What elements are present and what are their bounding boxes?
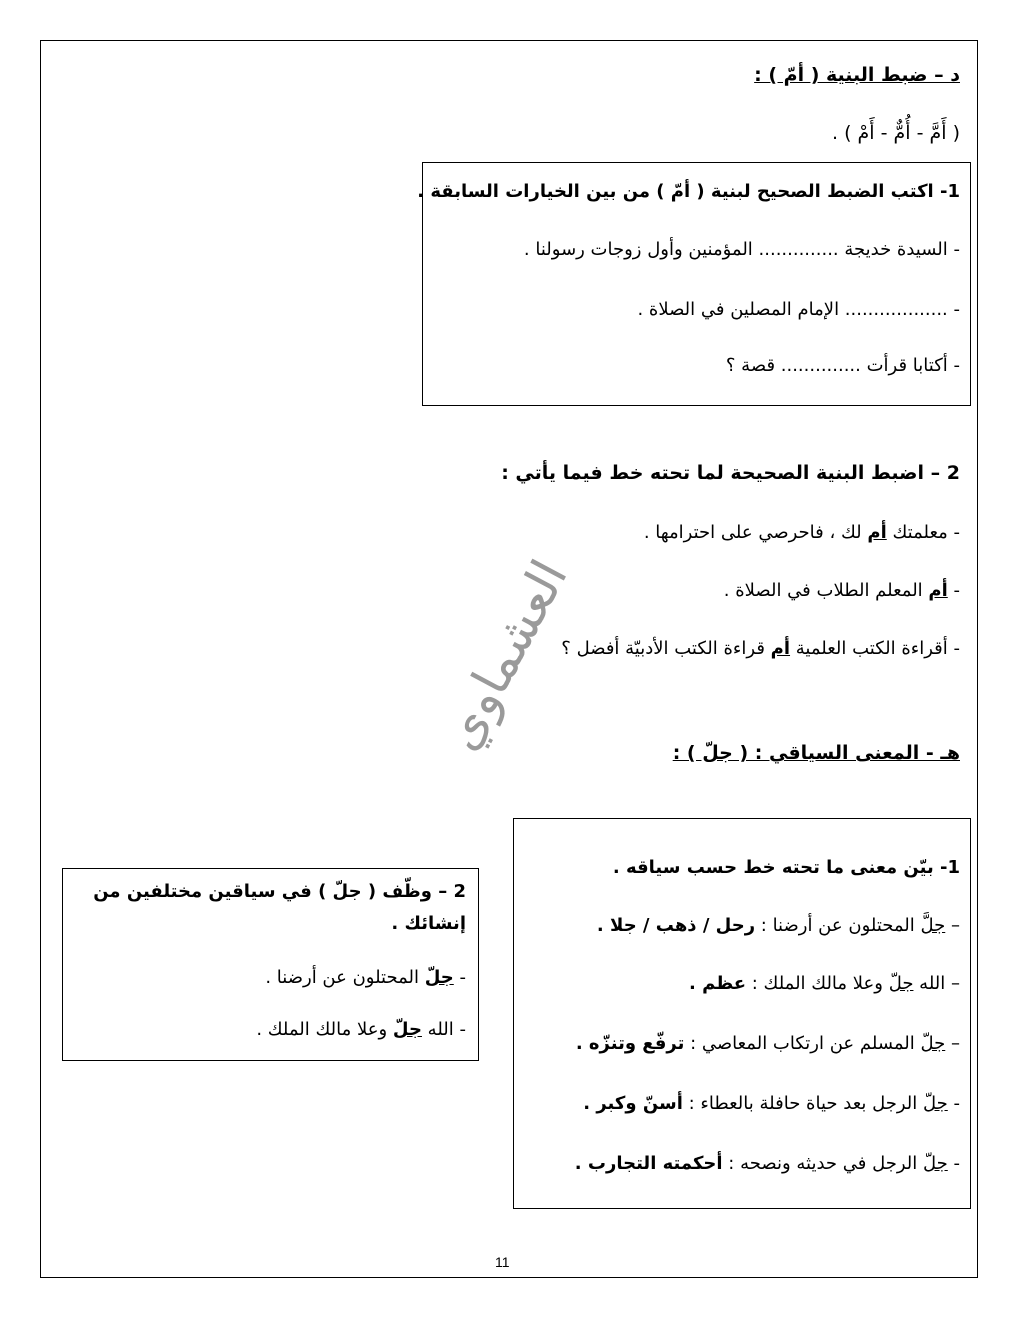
q2-line2-word: أم <box>928 580 948 601</box>
usage-line-1 <box>265 967 466 988</box>
q2-line2-post: المعلم الطلاب في الصلاة . <box>723 580 929 601</box>
q2-line1-post: لك ، فاحرصي على احترامها . <box>643 522 868 543</box>
exercise-1-line-1: - السيدة خديجة .............. المؤمنين وأول زوجات رسولنا . <box>523 239 960 260</box>
meaning-item-1-answer: رحل / ذهب / جلا . <box>596 915 756 936</box>
usage-line-1-post: المحتلون عن أرضنا . <box>265 967 425 988</box>
meaning-item-2-word: جلّ <box>888 973 914 994</box>
section-h-title: هـ - المعنى السياقي : ( جلّ ) : <box>672 742 960 764</box>
meaning-item-2-answer: عظم . <box>688 973 747 994</box>
meaning-box <box>513 818 971 1209</box>
meaning-item-4-mid: الرجل بعد حياة حافلة بالعطاء : <box>682 1093 924 1114</box>
usage-line-1-pre: - <box>453 967 466 988</box>
meaning-item-2-mid: وعلا مالك الملك : <box>746 973 889 994</box>
meaning-item-1-mid: المحتلون عن أرضنا : <box>755 915 921 936</box>
meaning-item-3-mid: المسلم عن ارتكاب المعاصي : <box>684 1033 921 1054</box>
usage-line-2-pre: - الله <box>421 1019 466 1040</box>
q2-line1-pre: - معلمتك <box>886 522 960 543</box>
meaning-item-4-pre: - <box>947 1093 960 1114</box>
q2-line3-post: قراءة الكتب الأدبيّة أفضل ؟ <box>561 638 771 659</box>
page-number: 11 <box>495 1254 510 1270</box>
meaning-item-3 <box>576 1033 960 1054</box>
meaning-item-2-pre: – الله <box>913 973 960 994</box>
meaning-item-4-word: جلّ <box>923 1093 948 1114</box>
usage-box <box>62 868 479 1061</box>
exercise-1-line-2: - .................. الإمام المصلين في الصلاة . <box>637 299 960 320</box>
usage-box-title-2: إنشائك . <box>391 913 466 934</box>
question-2-title: 2 – اضبط البنية الصحيحة لما تحته خط فيما يأتي : <box>501 462 960 484</box>
meaning-item-3-pre: – <box>945 1033 960 1054</box>
meaning-item-4-answer: أسنّ وكبر . <box>583 1093 683 1114</box>
usage-line-1-word: جلّ <box>424 967 454 988</box>
exercise-box-1 <box>417 162 971 406</box>
meaning-item-5-answer: أحكمته التجارب . <box>574 1153 723 1174</box>
meaning-item-5 <box>575 1153 960 1174</box>
meaning-item-1-pre: – <box>945 915 960 936</box>
question-2-line-1 <box>644 522 960 543</box>
exercise-1-title: 1- اكتب الضبط الصحيح لبنية ( أمّ ) من بين الخيارات السابقة . <box>417 181 960 202</box>
usage-box-title-1: 2 – وظّف ( جلّ ) في سياقين مختلفين من <box>93 881 466 902</box>
section-d-options: ( أَمَّ - أُمٌّ - أَمْ ) . <box>832 122 960 144</box>
meaning-item-5-pre: - <box>947 1153 960 1174</box>
q2-line1-word: أم <box>867 522 887 543</box>
q2-line2-pre: - <box>947 580 960 601</box>
meaning-item-1 <box>597 915 960 936</box>
meaning-item-3-answer: ترفّع وتنزّه . <box>575 1033 685 1054</box>
exercise-1-line-3: - أكتابا قرأت .............. قصة ؟ <box>725 355 960 376</box>
meaning-item-1-word: جلَّ <box>920 915 946 936</box>
meaning-item-2 <box>689 973 960 994</box>
usage-line-2-post: وعلا مالك الملك . <box>256 1019 393 1040</box>
meaning-item-5-mid: الرجل في حديثه ونصحه : <box>722 1153 924 1174</box>
meaning-item-4 <box>583 1093 960 1114</box>
meaning-item-3-word: جلّ <box>920 1033 946 1054</box>
watermark-text: العشماوي <box>431 550 579 760</box>
q2-line3-pre: - أقراءة الكتب العلمية <box>790 638 960 659</box>
meaning-box-title: 1- بيّن معنى ما تحته خط حسب سياقه . <box>612 857 960 878</box>
meaning-item-5-word: جلّ <box>923 1153 948 1174</box>
usage-line-2 <box>256 1019 466 1040</box>
section-d-title: د – ضبط البنية ( أمّ ) : <box>754 64 960 86</box>
usage-line-2-word: جلّ <box>392 1019 422 1040</box>
q2-line3-word: أم <box>770 638 791 659</box>
question-2-line-2 <box>724 580 960 601</box>
